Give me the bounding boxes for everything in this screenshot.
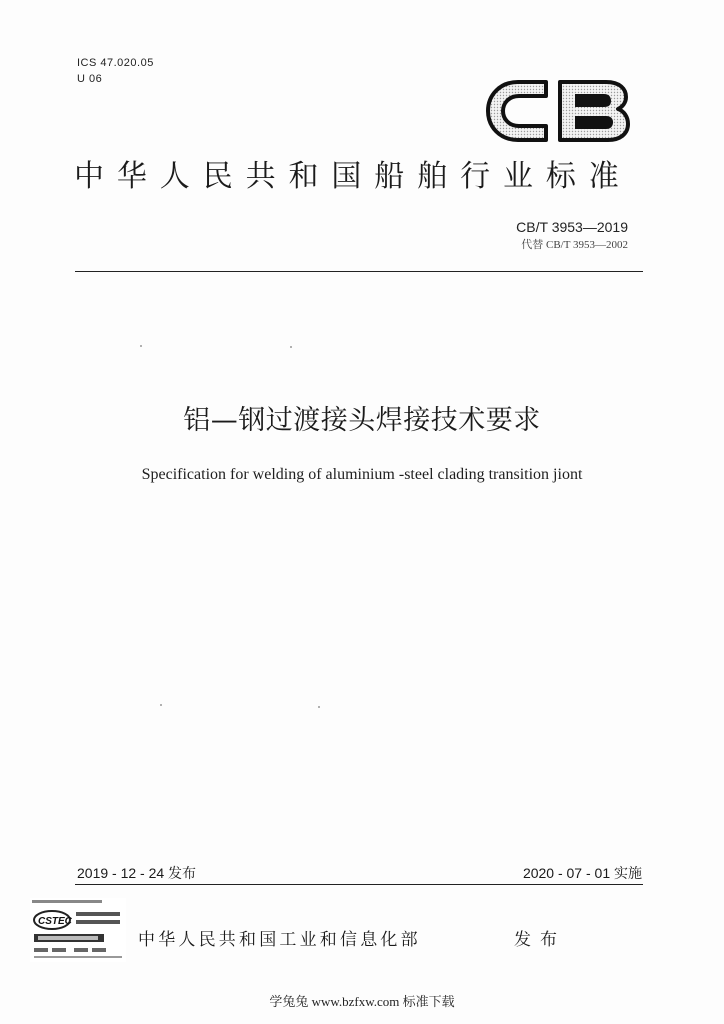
classification-code: U 06 xyxy=(77,73,103,85)
scan-speck xyxy=(140,345,142,347)
standard-number: CB/T 3953—2019 xyxy=(516,219,628,235)
standard-title: 中华人民共和国船舶行业标准 xyxy=(74,159,632,194)
document-title-en: Specification for welding of aluminium -steel clading transition jiont xyxy=(141,466,583,483)
cb-logo xyxy=(484,76,632,146)
replaces-note: 代替 CB/T 3953—2002 xyxy=(521,239,628,251)
scan-speck xyxy=(290,346,292,348)
ics-code: ICS 47.020.05 xyxy=(77,57,154,69)
header-rule xyxy=(75,271,643,272)
scan-speck xyxy=(160,704,162,706)
issuer-action: 发布 xyxy=(514,930,566,950)
implementation-date: 2020 - 07 - 01 实施 xyxy=(522,865,642,881)
publisher-stamp xyxy=(30,898,126,962)
download-footer: 学兔兔 www.bzfxw.com 标准下载 xyxy=(269,994,455,1009)
footer-rule xyxy=(75,884,643,885)
classification-block xyxy=(77,55,154,87)
svg-text:CSTEC: CSTEC xyxy=(38,916,72,927)
issuer-name: 中华人民共和国工业和信息化部 xyxy=(138,930,421,950)
issue-date: 2019 - 12 - 24 发布 xyxy=(77,865,197,881)
document-title-cn: 铝—钢过渡接头焊接技术要求 xyxy=(183,405,541,436)
scan-speck xyxy=(318,706,320,708)
